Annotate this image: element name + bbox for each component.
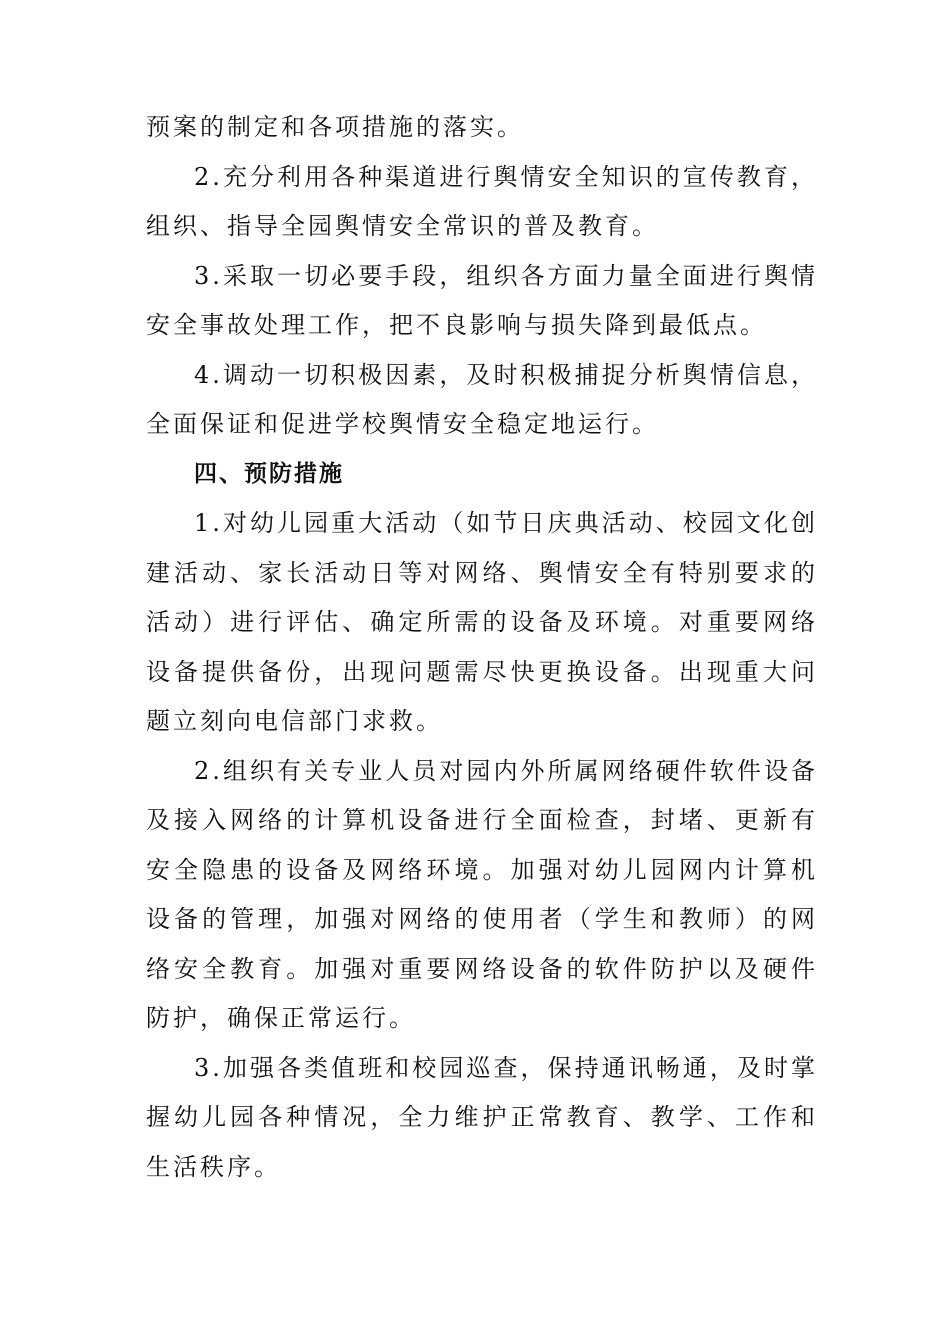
measure-item-1: 1.对幼儿园重大活动（如节日庆典活动、校园文化创建活动、家长活动日等对网络、舆情安全有特别要求的活动）进行评估、确定所需的设备及环境。对重要网络设备提供备份，出现问题需尽快更换设备。出现重大问题立刻向电信部门求救。 xyxy=(146,509,818,735)
paragraph-item-3: 3.采取一切必要手段，组织各方面力量全面进行舆情安全事故处理工作，把不良影响与损失降到最低点。 xyxy=(146,261,818,339)
paragraph-continuation: 预案的制定和各项措施的落实。 xyxy=(146,113,524,141)
document-body xyxy=(146,103,818,1192)
section-heading: 四、预防措施 xyxy=(194,460,344,487)
measure-item-2: 2.组织有关专业人员对园内外所属网络硬件软件设备及接入网络的计算机设备进行全面检查，封堵、更新有安全隐患的设备及网络环境。加强对幼儿园网内计算机设备的管理，加强对网络的使用者（学生和教师）的网络安全教育。加强对重要网络设备的软件防护以及硬件防护，确保正常运行。 xyxy=(146,756,818,1032)
paragraph-item-4: 4.调动一切积极因素，及时积极捕捉分析舆情信息，全面保证和促进学校舆情安全稳定地运行。 xyxy=(146,360,818,438)
paragraph-item-2: 2.充分利用各种渠道进行舆情安全知识的宣传教育，组织、指导全园舆情安全常识的普及教育。 xyxy=(146,162,818,240)
measure-item-3: 3.加强各类值班和校园巡查，保持通讯畅通，及时掌握幼儿园各种情况，全力维护正常教育、教学、工作和生活秩序。 xyxy=(146,1053,818,1181)
